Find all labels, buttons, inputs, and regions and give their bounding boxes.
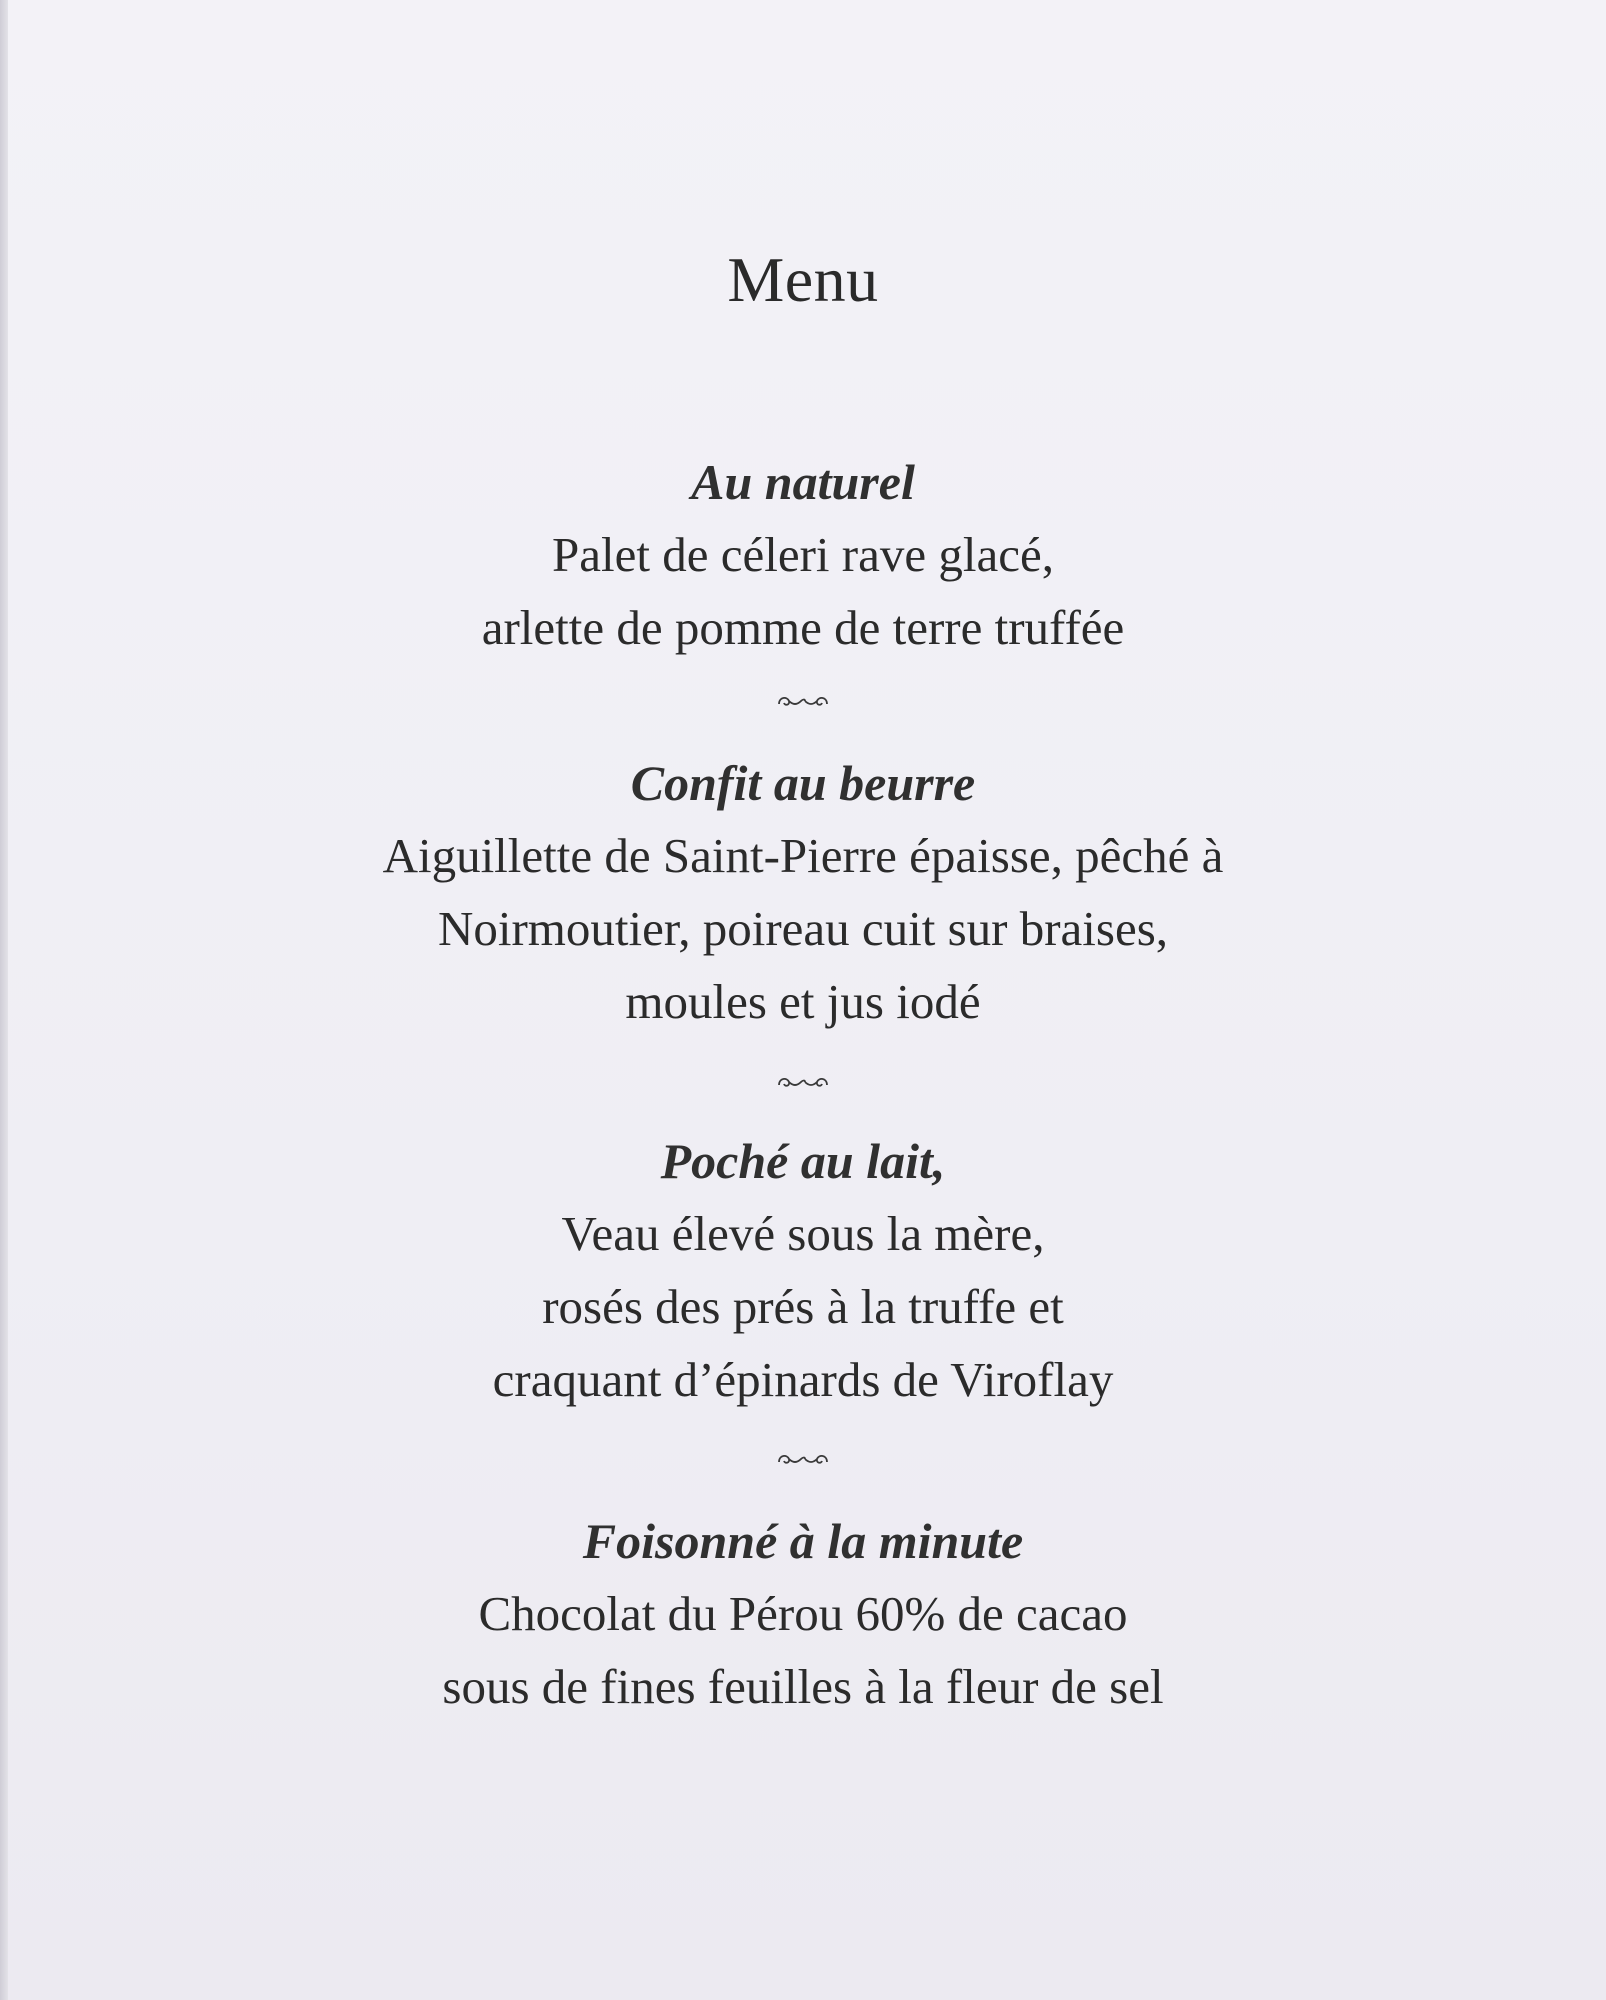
course-heading: Au naturel <box>691 454 915 510</box>
course-line: Aiguillette de Saint-Pierre épaisse, pêché à <box>382 828 1224 883</box>
course-heading: Foisonné à la minute <box>582 1513 1024 1569</box>
course-heading: Confit au beurre <box>630 755 976 811</box>
course-line: craquant d’épinards de Viroflay <box>492 1352 1114 1407</box>
course-line: rosés des prés à la truffe et <box>542 1279 1064 1334</box>
course-line: moules et jus iodé <box>625 974 981 1029</box>
scroll-ornament-icon <box>775 1074 831 1090</box>
ornament-divider-icon <box>0 1451 1606 1471</box>
course-line: Chocolat du Pérou 60% de cacao <box>478 1586 1128 1641</box>
menu-title: Menu <box>727 244 879 315</box>
course-confit-au-beurre <box>0 747 1606 1038</box>
course-line: sous de fines feuilles à la fleur de sel <box>442 1659 1164 1714</box>
course-au-naturel <box>0 446 1606 664</box>
course-line: Noirmoutier, poireau cuit sur braises, <box>437 901 1169 956</box>
course-heading: Poché au lait, <box>660 1133 946 1189</box>
scroll-ornament-icon <box>775 693 831 709</box>
ornament-divider-icon <box>0 693 1606 713</box>
ornament-divider-icon <box>0 1074 1606 1094</box>
course-line: Veau élevé sous la mère, <box>561 1206 1045 1261</box>
scroll-ornament-icon <box>775 1451 831 1467</box>
course-poche-au-lait <box>0 1125 1606 1416</box>
course-line: Palet de céleri rave glacé, <box>552 527 1054 582</box>
course-line: arlette de pomme de terre truffée <box>481 600 1125 655</box>
course-foisonne-a-la-minute <box>0 1505 1606 1723</box>
